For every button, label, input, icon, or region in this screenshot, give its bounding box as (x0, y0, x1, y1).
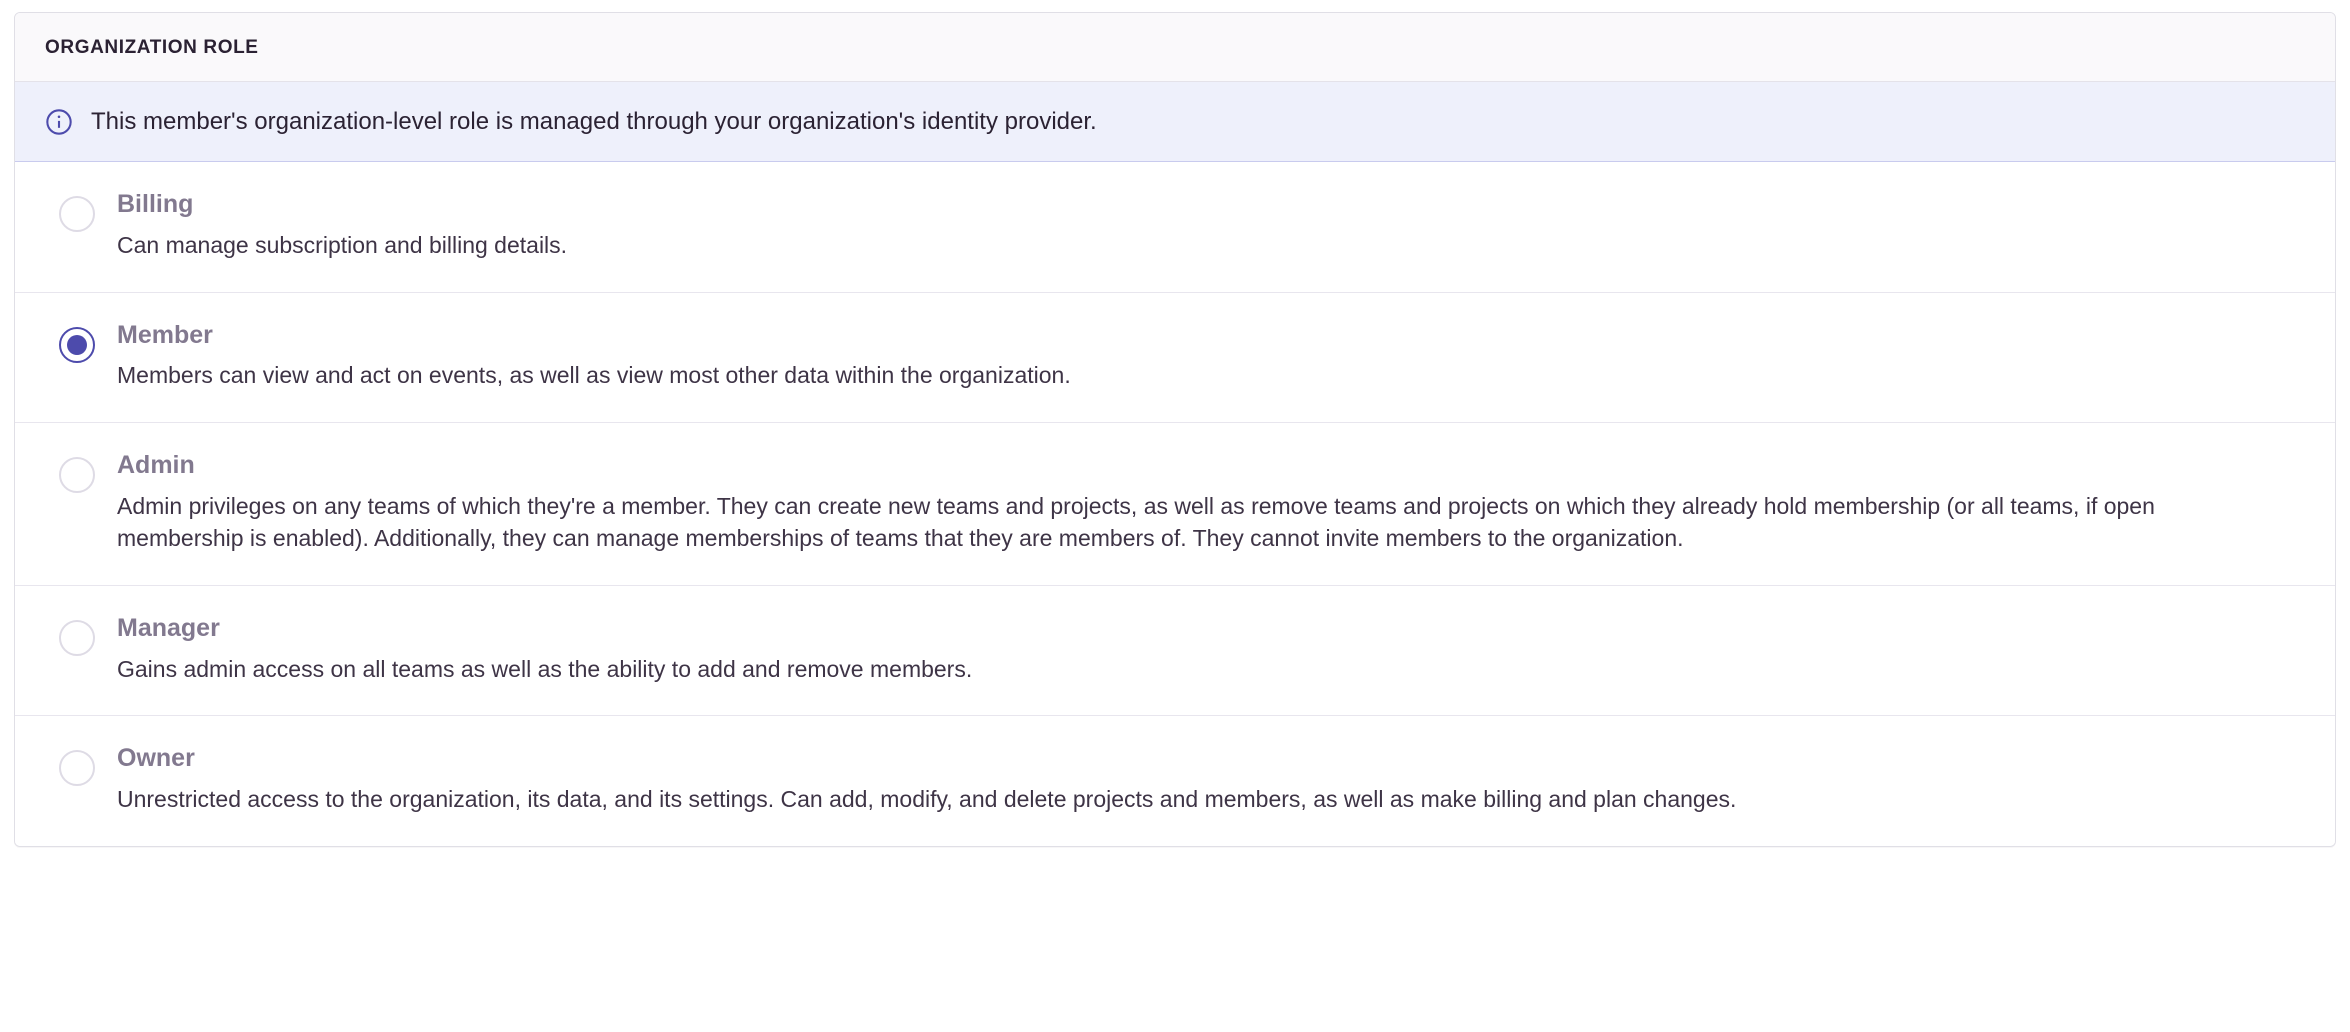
role-option-owner[interactable] (15, 716, 2335, 845)
idp-managed-notice (15, 82, 2335, 162)
role-option-description: Gains admin access on all teams as well as the ability to add and remove members. (117, 655, 973, 682)
role-option-description: Admin privileges on any teams of which they're a member. They can create new teams and projects, as well as remove teams and projects on which they already hold membership (or all teams, if open membership is enabled). Additionally, they can manage memberships of teams that they are members of. They cannot invite members to the organization. (117, 492, 2155, 552)
role-radio-owner[interactable] (59, 750, 95, 786)
role-option-billing[interactable] (15, 162, 2335, 292)
role-option-label: Billing (117, 190, 194, 219)
role-option-admin[interactable] (15, 423, 2335, 586)
role-option-label: Admin (117, 451, 195, 479)
role-radio-billing[interactable] (59, 196, 95, 232)
role-radio-admin[interactable] (59, 457, 95, 493)
role-option-label: Member (117, 320, 213, 349)
role-option-manager[interactable] (15, 586, 2335, 716)
role-option-label: Owner (117, 744, 195, 773)
role-option-body (117, 744, 2305, 815)
role-option-member[interactable] (15, 293, 2335, 423)
role-option-label: Manager (117, 614, 220, 643)
role-option-description: Unrestricted access to the organization, its data, and its settings. Can add, modify, and delete projects and members, as well as make billing and plan changes. (117, 786, 1737, 813)
role-option-body (117, 190, 2305, 261)
role-option-body (117, 451, 2305, 555)
role-option-description: Can manage subscription and billing details. (117, 231, 568, 258)
role-option-body (117, 321, 2305, 392)
page-title: ORGANIZATION ROLE (45, 37, 259, 58)
role-radio-member[interactable] (59, 327, 95, 363)
notice-text: This member's organization-level role is managed through your organization's identity provider. (91, 108, 1097, 135)
role-option-body (117, 614, 2305, 685)
info-circle-icon (45, 108, 73, 136)
role-option-description: Members can view and act on events, as well as view most other data within the organization. (117, 362, 1071, 389)
panel-header (15, 13, 2335, 82)
organization-role-panel (14, 12, 2336, 847)
role-radio-manager[interactable] (59, 620, 95, 656)
